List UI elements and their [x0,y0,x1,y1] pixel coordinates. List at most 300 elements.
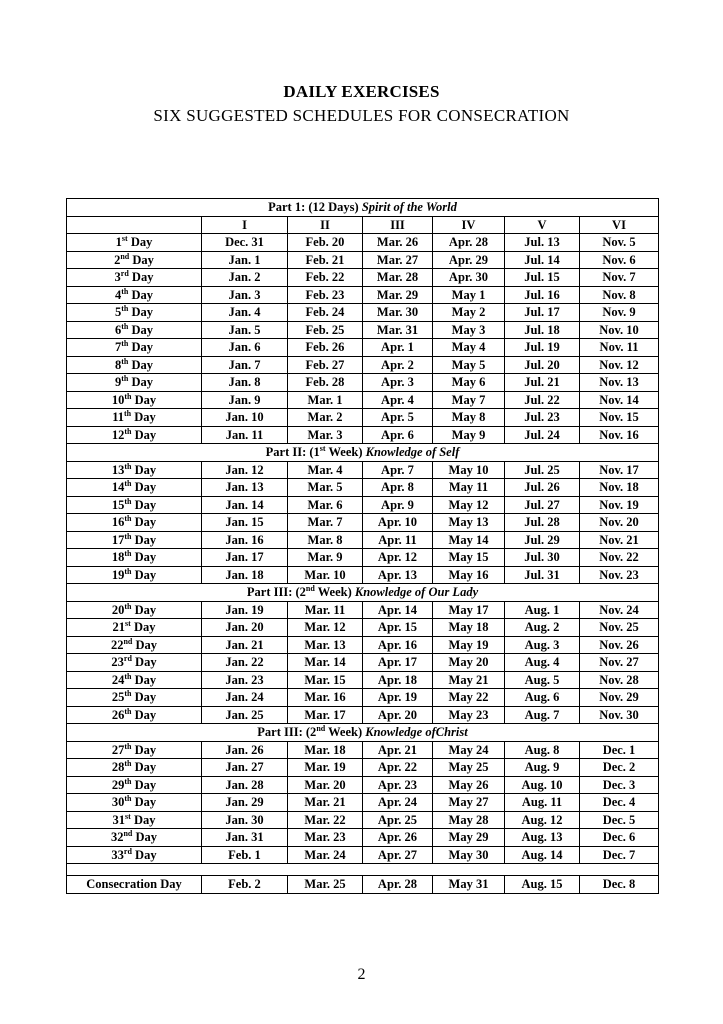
section-title-row [67,584,659,602]
day-label [67,706,202,724]
table-row [67,496,659,514]
date-cell: Mar. 10 [288,566,363,584]
day-number: 19 [111,567,125,582]
day-label [67,619,202,637]
date-cell: Nov. 19 [580,496,659,514]
day-number: 27 [111,742,125,757]
day-number: 17 [111,532,125,547]
date-cell: Jul. 20 [505,356,580,374]
day-label [67,304,202,322]
date-cell: May 11 [433,479,505,497]
table-row [67,706,659,724]
table-row [67,776,659,794]
table-row [67,479,659,497]
date-cell: Mar. 18 [288,741,363,759]
date-cell: Nov. 12 [580,356,659,374]
table-row [67,356,659,374]
date-cell: Nov. 6 [580,251,659,269]
table-row [67,759,659,777]
table-row [67,461,659,479]
section-title-text: Part 1: (12 Days) [268,200,362,215]
date-cell: Jul. 17 [505,304,580,322]
date-cell: Feb. 24 [288,304,363,322]
date-cell: Nov. 20 [580,514,659,532]
day-suffix: th [124,689,132,699]
day-number: 6 [114,322,122,337]
section-title-row [67,444,659,462]
date-cell: May 15 [433,549,505,567]
day-word: Day [131,672,157,687]
day-suffix: st [125,811,131,821]
date-cell: Apr. 19 [363,689,433,707]
date-cell: Jan. 22 [202,654,288,672]
day-number: 29 [111,777,125,792]
day-label [67,496,202,514]
date-cell: Jul. 23 [505,409,580,427]
section-title-row [67,724,659,742]
column-header: I [202,216,288,234]
day-number: 13 [111,462,125,477]
day-suffix: th [124,426,132,436]
day-label [67,636,202,654]
date-cell: Aug. 7 [505,706,580,724]
day-label [67,671,202,689]
section-title-italic: Knowledge of Our Lady [354,585,479,600]
column-header: II [288,216,363,234]
date-cell: Dec. 3 [580,776,659,794]
date-cell: Nov. 21 [580,531,659,549]
date-cell: Mar. 3 [288,426,363,444]
date-cell: Apr. 29 [433,251,505,269]
day-word: Day [131,707,157,722]
date-cell: Apr. 9 [363,496,433,514]
day-number: 15 [111,497,125,512]
date-cell: May 16 [433,566,505,584]
date-cell: Jan. 24 [202,689,288,707]
date-cell: Mar. 16 [288,689,363,707]
day-word: Day [131,462,157,477]
date-cell: May 22 [433,689,505,707]
table-row [67,251,659,269]
date-cell: Mar. 4 [288,461,363,479]
date-cell: Jul. 28 [505,514,580,532]
date-cell: Jan. 31 [202,829,288,847]
date-cell: May 8 [433,409,505,427]
date-cell: Jul. 18 [505,321,580,339]
date-cell: Dec. 2 [580,759,659,777]
day-number: 24 [111,672,125,687]
day-suffix: th [124,671,132,681]
day-number: 25 [111,690,125,705]
date-cell: Jul. 15 [505,269,580,287]
date-cell: Mar. 1 [288,391,363,409]
column-header: III [363,216,433,234]
table-row [67,671,659,689]
day-suffix: rd [120,269,129,279]
date-cell: Jan. 26 [202,741,288,759]
date-cell: Jul. 29 [505,531,580,549]
date-cell: May 13 [433,514,505,532]
day-label [67,409,202,427]
date-cell: Mar. 30 [363,304,433,322]
section-title-text: Part III: (2 [246,585,306,600]
date-cell: Nov. 13 [580,374,659,392]
date-cell: Jan. 3 [202,286,288,304]
date-cell: Jul. 31 [505,566,580,584]
day-word: Day [130,620,156,635]
date-cell: Jan. 12 [202,461,288,479]
day-label [67,374,202,392]
date-cell: Apr. 20 [363,706,433,724]
section-title [67,444,659,462]
date-cell: Apr. 28 [363,876,433,894]
day-suffix: st [125,619,131,629]
schedule-table [66,198,659,894]
day-number: 26 [111,707,125,722]
date-cell: Jan. 14 [202,496,288,514]
day-label [67,549,202,567]
day-word: Day [131,742,157,757]
date-cell: May 10 [433,461,505,479]
day-label [67,321,202,339]
date-cell: Jan. 23 [202,671,288,689]
table-row [67,304,659,322]
date-cell: Feb. 27 [288,356,363,374]
day-word: Day [131,532,157,547]
day-suffix: nd [123,636,133,646]
date-cell: Mar. 27 [363,251,433,269]
date-cell: Nov. 18 [580,479,659,497]
table-row [67,601,659,619]
date-cell: May 21 [433,671,505,689]
date-cell: Apr. 3 [363,374,433,392]
day-number: 1 [115,235,122,250]
day-label [67,829,202,847]
date-cell: Aug. 5 [505,671,580,689]
date-cell: Feb. 25 [288,321,363,339]
day-suffix: st [121,234,128,244]
day-word: Day [131,392,157,407]
date-cell: Nov. 16 [580,426,659,444]
day-suffix: th [124,479,132,489]
date-cell: Apr. 16 [363,636,433,654]
date-cell: May 29 [433,829,505,847]
date-cell: Aug. 15 [505,876,580,894]
date-cell: Nov. 22 [580,549,659,567]
day-word: Day [128,270,154,285]
date-cell: May 24 [433,741,505,759]
date-cell: Apr. 24 [363,794,433,812]
date-cell: May 6 [433,374,505,392]
table-row [67,811,659,829]
date-cell: Mar. 14 [288,654,363,672]
date-cell: Dec. 6 [580,829,659,847]
section-title-text: Part II: (1 [265,445,320,460]
date-cell: Feb. 22 [288,269,363,287]
day-label [67,794,202,812]
day-label [67,391,202,409]
date-cell: Aug. 9 [505,759,580,777]
date-cell: May 23 [433,706,505,724]
date-cell: Aug. 10 [505,776,580,794]
date-cell: Mar. 26 [363,234,433,252]
day-label [67,251,202,269]
date-cell: Nov. 8 [580,286,659,304]
date-cell: Apr. 10 [363,514,433,532]
date-cell: Mar. 23 [288,829,363,847]
date-cell: Aug. 13 [505,829,580,847]
day-number: 11 [112,410,125,425]
date-cell: Jan. 10 [202,409,288,427]
date-cell: Aug. 8 [505,741,580,759]
date-cell: Mar. 7 [288,514,363,532]
date-cell: Nov. 30 [580,706,659,724]
day-word: Day [132,637,158,652]
date-cell: Jul. 25 [505,461,580,479]
section-title-italic: Knowledge ofChrist [365,725,468,740]
table-row [67,619,659,637]
day-suffix: th [124,461,132,471]
day-number: 22 [110,637,124,652]
day-label [67,654,202,672]
date-cell: Apr. 28 [433,234,505,252]
day-number: 9 [114,375,122,390]
date-cell: Jul. 22 [505,391,580,409]
day-number: 28 [111,760,125,775]
day-number: 12 [111,427,125,442]
date-cell: May 12 [433,496,505,514]
date-cell: Mar. 5 [288,479,363,497]
day-number: 14 [111,480,125,495]
date-cell: Nov. 11 [580,339,659,357]
date-cell: May 31 [433,876,505,894]
date-cell: Aug. 1 [505,601,580,619]
date-cell: Feb. 23 [288,286,363,304]
table-row [67,374,659,392]
table-row [67,549,659,567]
day-word: Day [132,830,158,845]
section-title [67,199,659,217]
day-word: Day [131,550,157,565]
date-cell: May 30 [433,846,505,864]
day-word: Day [131,760,157,775]
table-row [67,566,659,584]
day-number: 4 [114,287,122,302]
date-cell: Feb. 1 [202,846,288,864]
table-row [67,269,659,287]
date-cell: Jan. 13 [202,479,288,497]
date-cell: Jan. 27 [202,759,288,777]
day-word: Day [128,305,154,320]
table-row [67,391,659,409]
date-cell: Jan. 29 [202,794,288,812]
table-row [67,426,659,444]
date-cell: Mar. 2 [288,409,363,427]
date-cell: May 26 [433,776,505,794]
table-row [67,531,659,549]
day-suffix: th [124,706,132,716]
day-word: Day [127,235,153,250]
column-header: VI [580,216,659,234]
date-cell: Aug. 2 [505,619,580,637]
date-cell: Jul. 24 [505,426,580,444]
day-word: Day [129,252,154,267]
table-row [67,741,659,759]
day-number: 20 [111,602,125,617]
date-cell: Nov. 5 [580,234,659,252]
date-cell: Mar. 9 [288,549,363,567]
day-suffix: th [124,409,132,419]
day-number: 8 [114,357,122,372]
day-number: 30 [111,795,125,810]
date-cell: May 4 [433,339,505,357]
section-title [67,724,659,742]
day-suffix: rd [123,654,132,664]
day-word: Day [131,602,157,617]
date-cell: Feb. 21 [288,251,363,269]
date-cell: Mar. 17 [288,706,363,724]
day-word: Day [130,812,156,827]
date-cell: Feb. 28 [288,374,363,392]
date-cell: Apr. 8 [363,479,433,497]
date-cell: Apr. 27 [363,846,433,864]
day-label [67,689,202,707]
date-cell: Mar. 11 [288,601,363,619]
date-cell: Jul. 16 [505,286,580,304]
date-cell: May 1 [433,286,505,304]
table-row [67,286,659,304]
table-row [67,339,659,357]
day-suffix: th [124,794,132,804]
date-cell: Mar. 29 [363,286,433,304]
date-cell: Jul. 21 [505,374,580,392]
day-number: 18 [111,550,125,565]
date-cell: Jul. 26 [505,479,580,497]
consecration-row [67,876,659,894]
date-cell: May 18 [433,619,505,637]
section-title-rest: Week) [314,585,355,600]
date-cell: Dec. 4 [580,794,659,812]
table-row [67,234,659,252]
day-label [67,461,202,479]
date-cell: Aug. 12 [505,811,580,829]
date-cell: Mar. 25 [288,876,363,894]
date-cell: Dec. 31 [202,234,288,252]
date-cell: Dec. 8 [580,876,659,894]
day-suffix: nd [120,251,130,261]
day-word: Day [131,515,157,530]
date-cell: Apr. 7 [363,461,433,479]
section-title-sup: nd [316,724,326,734]
column-header-blank [67,216,202,234]
date-cell: Jan. 25 [202,706,288,724]
day-label [67,339,202,357]
day-label [67,269,202,287]
date-cell: Nov. 26 [580,636,659,654]
day-number: 2 [114,252,121,267]
date-cell: Nov. 24 [580,601,659,619]
date-cell: Mar. 24 [288,846,363,864]
day-word: Day [128,287,154,302]
day-suffix: th [124,531,132,541]
day-number: 33 [111,847,124,862]
date-cell: Jan. 20 [202,619,288,637]
page-title: DAILY EXERCISES [283,82,440,101]
section-title-rest: Week) [325,725,366,740]
date-cell: Dec. 7 [580,846,659,864]
day-word: Day [131,567,157,582]
date-cell: Nov. 17 [580,461,659,479]
page-subtitle: SIX SUGGESTED SCHEDULES FOR CONSECRATION [153,106,570,125]
day-word: Day [131,497,157,512]
date-cell: Jan. 1 [202,251,288,269]
date-cell: Aug. 14 [505,846,580,864]
schedule-table-body [67,199,659,894]
day-suffix: rd [123,846,132,856]
section-title-row [67,199,659,217]
date-cell: May 7 [433,391,505,409]
column-header: V [505,216,580,234]
date-cell: Feb. 26 [288,339,363,357]
date-cell: Jan. 17 [202,549,288,567]
day-number: 21 [112,620,126,635]
date-cell: May 25 [433,759,505,777]
day-word: Day [128,322,154,337]
date-cell: Jul. 13 [505,234,580,252]
day-word: Day [128,357,154,372]
spacer-cell [67,864,659,876]
date-cell: Mar. 15 [288,671,363,689]
day-suffix: th [124,514,132,524]
day-word: Day [131,690,157,705]
day-word: Day [128,375,154,390]
date-cell: May 19 [433,636,505,654]
date-cell: Dec. 1 [580,741,659,759]
day-suffix: th [121,286,129,296]
day-number: 16 [111,515,125,530]
date-cell: Jan. 7 [202,356,288,374]
day-word: Day [131,480,157,495]
day-label [67,234,202,252]
day-label [67,741,202,759]
page-number: 2 [357,966,366,983]
date-cell: Jan. 11 [202,426,288,444]
date-cell: Dec. 5 [580,811,659,829]
date-cell: Apr. 18 [363,671,433,689]
day-suffix: th [124,776,132,786]
table-row [67,654,659,672]
section-title [67,584,659,602]
date-cell: Jan. 9 [202,391,288,409]
day-suffix: th [124,566,132,576]
date-cell: Jan. 15 [202,514,288,532]
date-cell: Nov. 25 [580,619,659,637]
date-cell: May 20 [433,654,505,672]
day-number: 5 [114,305,122,320]
table-row [67,794,659,812]
day-word: Day [131,795,157,810]
date-cell: Nov. 15 [580,409,659,427]
date-cell: Jul. 14 [505,251,580,269]
date-cell: May 2 [433,304,505,322]
date-cell: Jan. 4 [202,304,288,322]
date-cell: Mar. 31 [363,321,433,339]
date-cell: Aug. 6 [505,689,580,707]
date-cell: Apr. 11 [363,531,433,549]
date-cell: Mar. 19 [288,759,363,777]
date-cell: May 3 [433,321,505,339]
day-number: 3 [114,270,121,285]
